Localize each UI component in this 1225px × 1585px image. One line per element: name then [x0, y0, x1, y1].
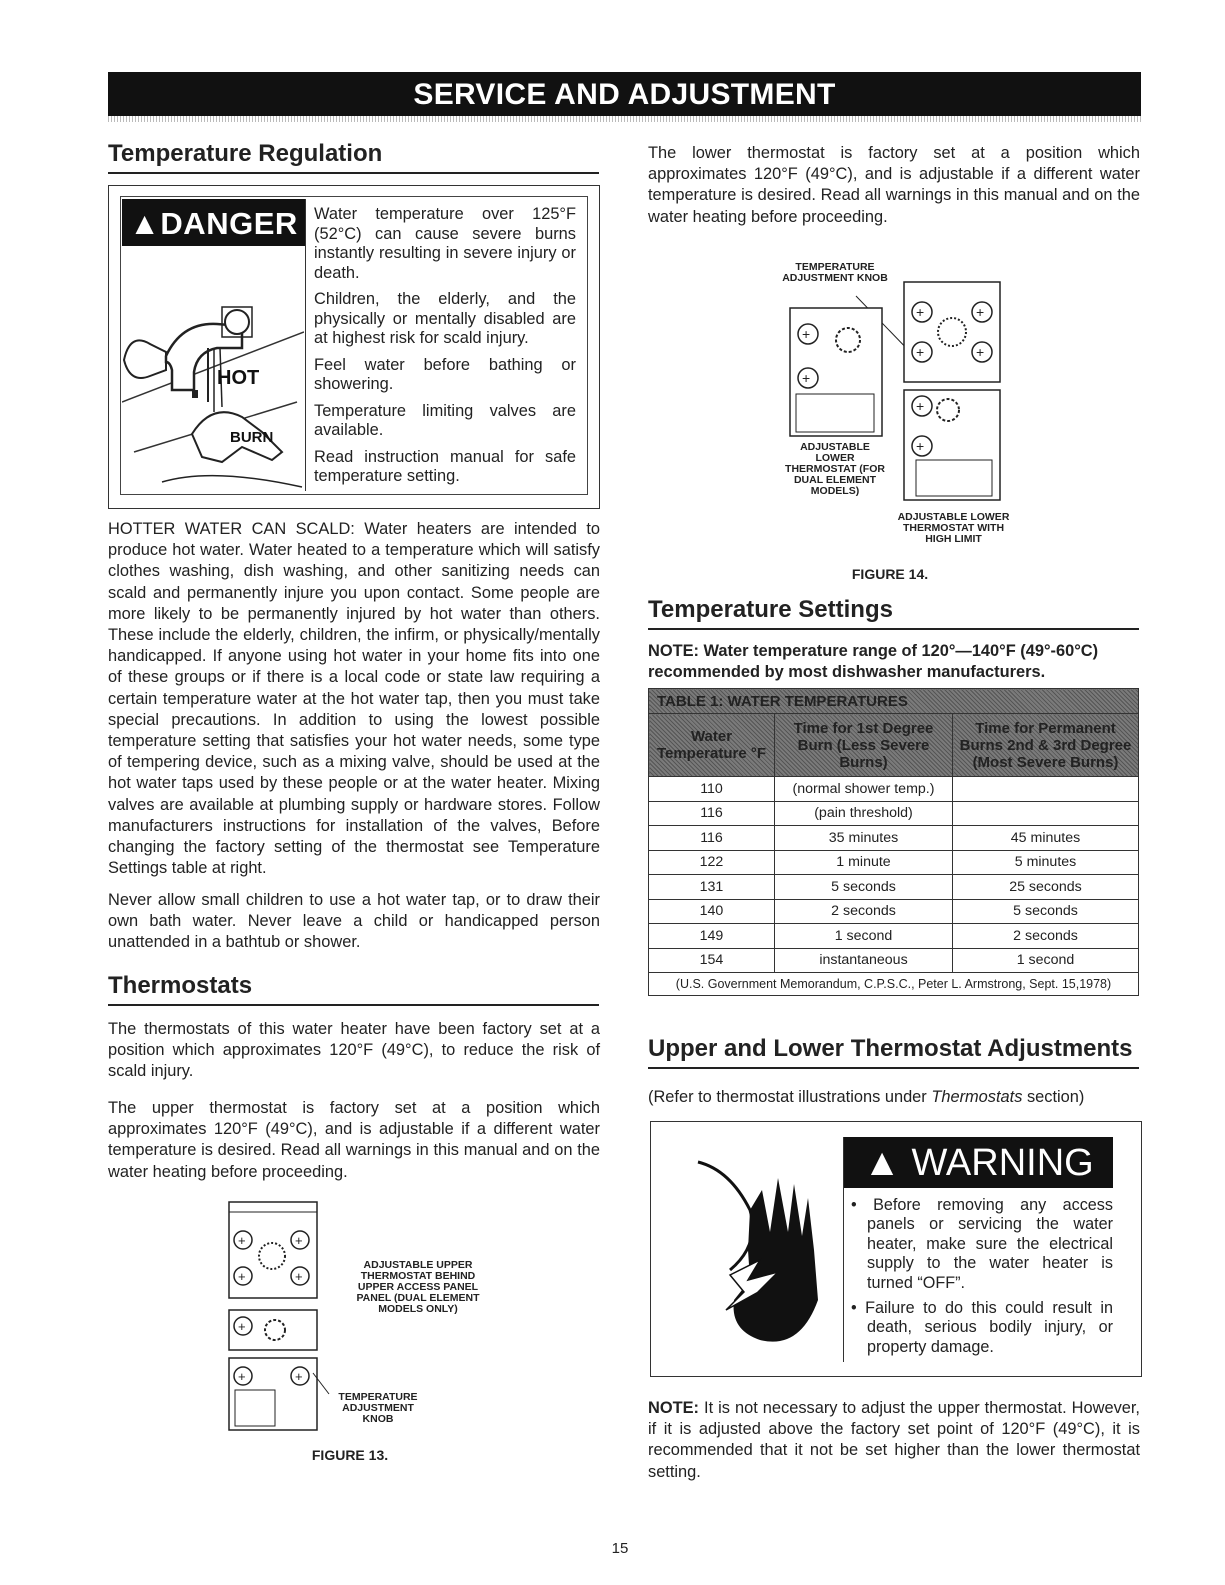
electrical-shock-hazard-icon	[690, 1150, 830, 1350]
svg-text:+: +	[238, 1269, 246, 1284]
table-cell: 1 second	[775, 924, 953, 949]
svg-text:+: +	[238, 1233, 246, 1248]
hot-water-scald-illustration-icon	[122, 252, 304, 492]
table-cell: instantaneous	[775, 948, 953, 973]
fig13-knob-label: TEMPERATURE ADJUSTMENT KNOB	[338, 1391, 418, 1425]
table-footnote: (U.S. Government Memorandum, C.P.S.C., Peter L. Armstrong, Sept. 15,1978)	[649, 973, 1139, 996]
danger-item: Feel water before bathing or showering.	[314, 355, 576, 393]
table-cell: 2 seconds	[953, 924, 1139, 949]
table-cell: 2 seconds	[775, 899, 953, 924]
table-cell: 154	[649, 948, 775, 973]
fig14-knob-label: TEMPERATURE ADJUSTMENT KNOB	[782, 261, 888, 284]
figure-14-caption: FIGURE 14.	[851, 566, 929, 582]
refer-note: (Refer to thermostat illustrations under Thermostats section)	[648, 1088, 1085, 1106]
svg-text:+: +	[238, 1369, 246, 1384]
danger-label: ▲DANGER	[122, 199, 305, 246]
warning-triangle-icon: ▲	[129, 206, 161, 241]
danger-divider	[305, 199, 306, 491]
warning-divider	[843, 1137, 844, 1362]
table-cell: 45 minutes	[953, 826, 1139, 851]
lower-thermostat-paragraph: The lower thermostat is factory set at a position which approximates 120°F (49°C), and is adjustable if a different water temperature is desired. Read all warnings in this manual and on the water heating before proceeding.	[648, 144, 1140, 226]
danger-item: Children, the elderly, and the physically or mentally disabled are at highest risk for scald injury.	[314, 290, 576, 347]
table-header: Time for 1st Degree Burn (Less Severe Burns)	[775, 714, 953, 777]
table-title: TABLE 1: WATER TEMPERATURES	[649, 689, 1139, 714]
never-allow-paragraph: Never allow small children to use a hot water tap, or to draw their own bath water. Never leave a child or handicapped person unattended in a bathtub or shower.	[108, 891, 600, 952]
table-row	[649, 948, 1139, 973]
table-cell: 1 minute	[775, 850, 953, 875]
table-cell: 5 seconds	[953, 899, 1139, 924]
warning-label: ▲ WARNING	[844, 1137, 1113, 1188]
table-cell: 25 seconds	[953, 875, 1139, 900]
svg-text:+: +	[802, 326, 811, 342]
table-cell	[953, 777, 1139, 802]
thermostats-paragraph-2: The upper thermostat is factory set at a position which approximates 120°F (49°C), and is adjustable if a different water temperature is desired. Read all warnings in this manual and on the water heating before proceeding.	[108, 1099, 600, 1181]
table-header: Water Temperature °F	[649, 714, 775, 777]
figure-13-caption: FIGURE 13.	[311, 1447, 389, 1463]
danger-item: Temperature limiting valves are available.	[314, 401, 576, 439]
final-note: NOTE: It is not necessary to adjust the upper thermostat. However, if it is adjusted above the factory set point of 120°F (49°C), it is recommended that it not be set higher than the lower thermostat setting.	[648, 1399, 1140, 1481]
table-cell: 116	[649, 801, 775, 826]
table-row	[649, 826, 1139, 851]
heading-rule	[108, 172, 599, 174]
danger-item: Water temperature over 125°F (52°C) can cause severe burns instantly resulting in severe injury or death.	[314, 205, 576, 282]
table-cell: (normal shower temp.)	[775, 777, 953, 802]
danger-item: Read instruction manual for safe temperature setting.	[314, 447, 576, 485]
thermostats-paragraph-1: The thermostats of this water heater have been factory set at a position which approximates 120°F (49°C), to reduce the risk of scald injury.	[108, 1020, 600, 1081]
warning-item: • Failure to do this could result in death, serious bodily injury, or property damage.	[851, 1299, 1113, 1356]
water-temperatures-table	[648, 688, 1139, 996]
svg-text:+: +	[295, 1369, 303, 1384]
burn-text: BURN	[230, 429, 274, 446]
svg-text:+: +	[238, 1319, 246, 1334]
table-cell: 131	[649, 875, 775, 900]
temperature-settings-heading: Temperature Settings	[648, 596, 893, 623]
upper-thermostat-diagram-icon	[225, 1198, 330, 1438]
table-row	[649, 777, 1139, 802]
upper-lower-adjustments-heading: Upper and Lower Thermostat Adjustments	[648, 1035, 1133, 1062]
svg-text:+: +	[295, 1233, 303, 1248]
svg-text:+: +	[916, 398, 925, 414]
table-cell: 5 minutes	[953, 850, 1139, 875]
svg-text:+: +	[802, 370, 811, 386]
fig13-upper-label: ADJUSTABLE UPPER THERMOSTAT BEHIND UPPER ACCESS PANEL PANEL (DUAL ELEMENT MODELS ONLY)	[356, 1259, 480, 1315]
table-cell: 1 second	[953, 948, 1139, 973]
temperature-regulation-heading: Temperature Regulation	[108, 140, 383, 167]
danger-list	[314, 205, 576, 494]
svg-text:+: +	[976, 304, 985, 320]
hot-text: HOT	[217, 367, 260, 389]
table-cell: (pain threshold)	[775, 801, 953, 826]
hotter-water-paragraph: HOTTER WATER CAN SCALD: Water heaters are intended to produce hot water. Water heated to a temperature which will satisfy clothes washing, dish washing, and other sanitizing needs can scald and permanently injure you upon contact. Some people are more likely to be permanently injured by hot water than others. These include the elderly, children, the infirm, or physically/mentally handicapped. If anyone using hot water in your home fits into one of these groups or if there is a local code or state law requiring a certain temperature water at the hot water tap, then you must take special precautions. In addition to using the lowest possible temperature setting that satisfies your hot water needs, some type of tempering device, such as a mixing valve, should be used at the hot water taps used by these people or at the water heater. Mixing valves are available at plumbing supply or hardware stores. Follow manufacturers instructions for installation of the valves, Before changing the factory setting of the thermostat see Temperature Settings table at right.	[108, 520, 600, 878]
svg-text:+: +	[295, 1269, 303, 1284]
warning-triangle-icon: ▲	[863, 1142, 901, 1184]
page-banner: SERVICE AND ADJUSTMENT	[108, 72, 1141, 116]
table-cell: 116	[649, 826, 775, 851]
table-row	[649, 875, 1139, 900]
warning-list	[851, 1196, 1113, 1363]
fig14-lower-label: ADJUSTABLE LOWER THERMOSTAT (FOR DUAL ELEMENT MODELS)	[785, 441, 885, 497]
heading-rule	[648, 1067, 1139, 1069]
svg-text:+: +	[916, 304, 925, 320]
dishwasher-note: NOTE: Water temperature range of 120°—140°F (49°-60°C) recommended by most dishwasher manufacturers.	[648, 642, 1099, 682]
table-row	[649, 850, 1139, 875]
table-row	[649, 899, 1139, 924]
thermostats-heading: Thermostats	[108, 972, 253, 999]
svg-text:+: +	[916, 344, 925, 360]
table-cell: 35 minutes	[775, 826, 953, 851]
table-cell: 110	[649, 777, 775, 802]
table-cell: 140	[649, 899, 775, 924]
svg-text:+: +	[916, 438, 925, 454]
table-cell: 122	[649, 850, 775, 875]
heading-rule	[648, 628, 1139, 630]
fig14-high-limit-label: ADJUSTABLE LOWER THERMOSTAT WITH HIGH LIMIT	[897, 511, 1010, 545]
table-cell: 5 seconds	[775, 875, 953, 900]
page-number: 15	[611, 1540, 629, 1557]
banner-dither	[108, 116, 1141, 122]
table-row	[649, 924, 1139, 949]
table-header: Time for Permanent Burns 2nd & 3rd Degree (Most Severe Burns)	[953, 714, 1139, 777]
table-cell	[953, 801, 1139, 826]
table-cell: 149	[649, 924, 775, 949]
svg-text:+: +	[976, 344, 985, 360]
warning-item: • Before removing any access panels or servicing the water heater, make sure the electrical supply to the water heater is turned “OFF”.	[851, 1196, 1113, 1292]
heading-rule	[108, 1004, 599, 1006]
table-row	[649, 801, 1139, 826]
